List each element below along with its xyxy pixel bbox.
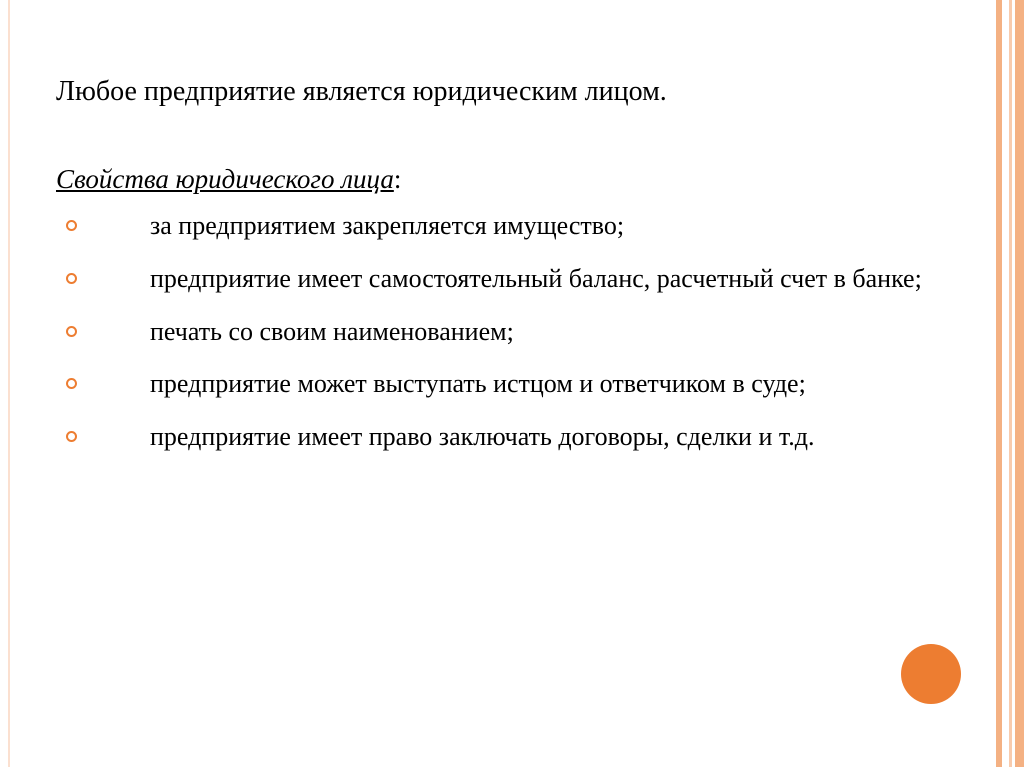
left-accent-line [8,0,10,767]
bullet-circle-icon [66,431,77,442]
properties-list [56,209,936,454]
list-item [56,367,936,402]
list-item [56,420,936,455]
list-item [56,315,936,350]
bullet-circle-icon [66,378,77,389]
bullet-circle-icon [66,273,77,284]
slide-content [56,74,936,472]
list-item [56,209,936,244]
right-accent-stripe-outer [996,0,1002,767]
list-item-label: предприятие имеет самостоятельный баланс, расчетный счет в банке; [150,263,922,293]
bullet-circle-icon [66,220,77,231]
section-subheading-text: Свойства юридического лица [56,164,394,195]
bullet-circle-icon [66,326,77,337]
list-item-label: предприятие имеет право заключать договоры, сделки и т.д. [150,421,815,451]
list-item-label: за предприятием закрепляется имущество; [150,211,625,241]
list-item [56,262,936,297]
right-accent-stripe-edge [1015,0,1024,767]
section-subheading-colon: : [393,164,402,195]
right-accent-stripe-middle [1009,0,1012,767]
decorative-circle [901,644,961,704]
intro-paragraph: Любое предприятие является юридическим лицом. [56,76,667,107]
list-item-label: печать со своим наименованием; [150,316,514,346]
list-item-label: предприятие может выступать истцом и ответчиком в суде; [150,369,806,399]
section-subheading [56,164,936,195]
